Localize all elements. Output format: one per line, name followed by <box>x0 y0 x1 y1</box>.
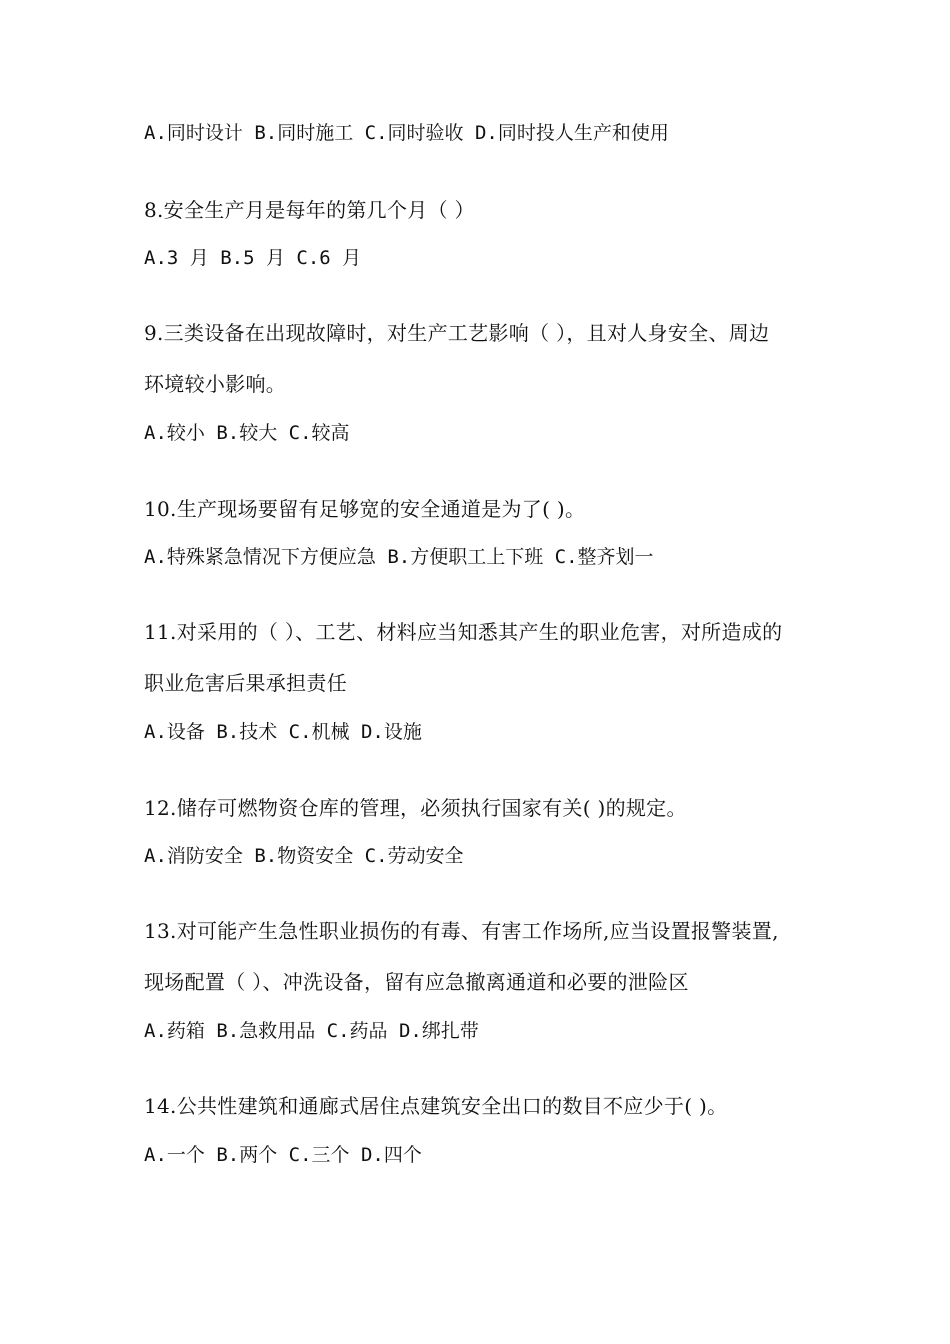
q8-options: A.3 月 B.5 月 C.6 月 <box>144 247 362 269</box>
q9-question-line1: 9.三类设备在出现故障时，对生产工艺影响（ ），且对人身安全、周边 <box>144 321 770 345</box>
q14-question: 14.公共性建筑和通廊式居住点建筑安全出口的数目不应少于( )。 <box>144 1094 728 1118</box>
q12-options: A.消防安全 B.物资安全 C.劳动安全 <box>144 845 464 867</box>
q13-options: A.药箱 B.急救用品 C.药品 D.绑扎带 <box>144 1020 479 1042</box>
q11-options: A.设备 B.技术 C.机械 D.设施 <box>144 721 422 743</box>
q12-question: 12.储存可燃物资仓库的管理，必须执行国家有关( )的规定。 <box>144 796 687 820</box>
q10-question: 10.生产现场要留有足够宽的安全通道是为了( )。 <box>144 497 586 521</box>
q7-options: A.同时设计 B.同时施工 C.同时验收 D.同时投人生产和使用 <box>144 122 669 144</box>
q13-question-line2: 现场配置（ ）、冲洗设备，留有应急撤离通道和必要的泄险区 <box>144 970 689 994</box>
q9-question-line2: 环境较小影响。 <box>144 372 287 396</box>
q8-question: 8.安全生产月是每年的第几个月（ ） <box>144 198 475 222</box>
q14-options: A.一个 B.两个 C.三个 D.四个 <box>144 1144 422 1166</box>
q11-question-line2: 职业危害后果承担责任 <box>144 671 347 695</box>
q10-options: A.特殊紧急情况下方便应急 B.方便职工上下班 C.整齐划一 <box>144 546 654 568</box>
q13-question-line1: 13.对可能产生急性职业损伤的有毒、有害工作场所,应当设置报警装置, <box>144 919 779 943</box>
q9-options: A.较小 B.较大 C.较高 <box>144 422 350 444</box>
q11-question-line1: 11.对采用的（ ）、工艺、材料应当知悉其产生的职业危害，对所造成的 <box>144 620 783 644</box>
